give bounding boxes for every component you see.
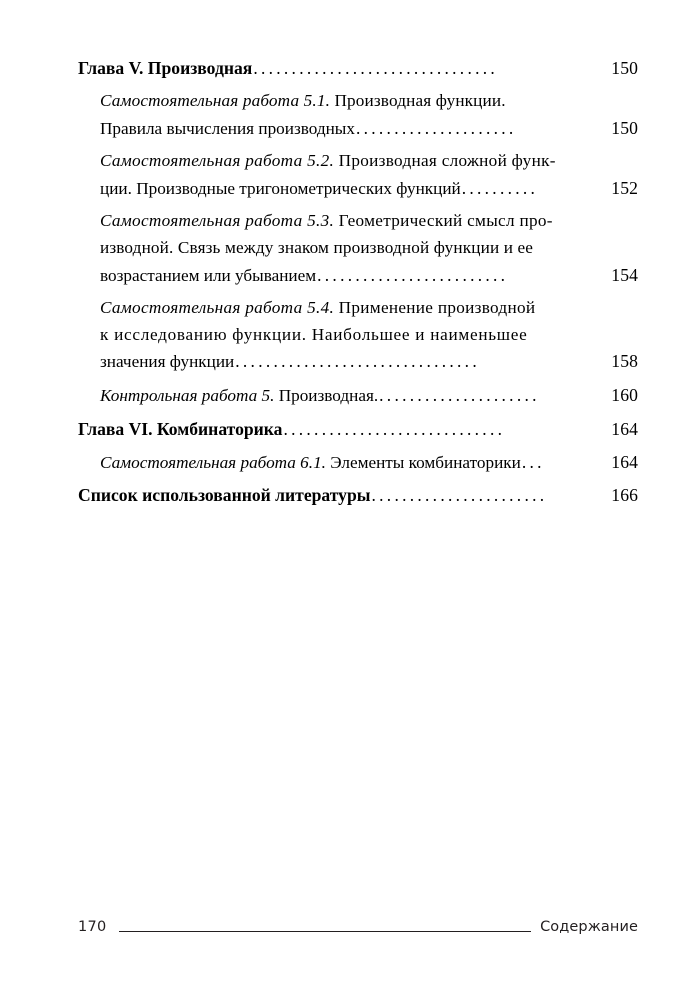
leader-dots: ... — [521, 451, 545, 472]
toc-page-number: 152 — [611, 177, 638, 198]
toc-line — [100, 175, 638, 203]
leader-dots: ................................ — [235, 351, 480, 372]
toc-line — [100, 88, 638, 115]
toc-line — [100, 208, 638, 235]
toc-line — [78, 55, 638, 82]
toc-page-number: 164 — [611, 418, 638, 439]
toc-line — [100, 262, 638, 290]
toc-entry-section[interactable] — [100, 148, 638, 202]
leader-dots: ......................... — [317, 264, 509, 285]
folio-page-number: 170 — [78, 919, 107, 935]
toc-entry-title: Применение производной — [334, 298, 536, 318]
toc-page-number: 164 — [611, 451, 638, 472]
toc-entry-continuation: к исследованию функции. Наибольшее и наименьшее — [100, 324, 528, 344]
leader-dots: ............................. — [283, 418, 506, 439]
toc-entry-label: Самостоятельная работа 5.1. — [100, 91, 331, 110]
toc-entry-label: Самостоятельная работа 5.4. — [100, 298, 335, 318]
toc-entry-section[interactable] — [100, 295, 638, 376]
toc-entry-section[interactable] — [100, 88, 638, 142]
toc-entry-continuation: изводной. Связь между знаком производной функции и ее — [100, 237, 534, 257]
toc-entry-label: Самостоятельная работа 5.3. — [100, 211, 335, 231]
toc-page-number: 160 — [611, 384, 638, 405]
toc-line — [78, 416, 638, 443]
toc-entry-title: Геометрический смысл про- — [334, 211, 553, 231]
toc-line — [100, 449, 638, 477]
toc-page-number: 150 — [611, 58, 638, 78]
toc-line — [78, 482, 638, 509]
toc-entry-label: Контрольная работа 5. — [100, 385, 275, 405]
leader-dots: .......... — [461, 177, 539, 198]
leader-dots: ................................ — [253, 58, 499, 78]
toc-line — [100, 148, 638, 175]
running-head: Содержание — [540, 919, 638, 935]
toc-entry-continuation: Правила вычисления производных — [100, 118, 355, 138]
toc-line — [100, 295, 638, 322]
toc-entry-label: Самостоятельная работа 5.2. — [100, 151, 335, 171]
toc-entry-title: Производная. — [274, 385, 379, 405]
toc-entry-continuation: ции. Производные тригонометрических функций — [100, 178, 461, 198]
toc-entry-continuation: возрастанием или убыванием — [100, 265, 317, 285]
toc-entry-chapter[interactable] — [78, 482, 638, 509]
leader-dots: ..................... — [379, 384, 540, 405]
toc-entry-section[interactable] — [100, 208, 638, 289]
toc-entry-title: Производная сложной функ- — [334, 151, 556, 171]
toc-entry-title: Список использованной литературы — [78, 485, 371, 506]
toc-line — [100, 322, 638, 349]
toc-entry-label: Самостоятельная работа 6.1. — [100, 452, 326, 472]
toc-line — [100, 348, 638, 376]
footer-rule — [119, 931, 532, 932]
leader-dots: ..................... — [355, 117, 517, 138]
toc-entry-title: Глава VI. Комбинаторика — [78, 418, 283, 439]
leader-dots: ....................... — [371, 485, 548, 506]
toc-entry-section[interactable] — [100, 449, 638, 477]
toc-entry-title: Глава V. Производная — [78, 58, 253, 78]
toc-entry-chapter[interactable] — [78, 416, 638, 443]
toc-entry-chapter[interactable] — [78, 55, 638, 82]
toc-page-number: 158 — [611, 351, 638, 372]
table-of-contents — [78, 55, 638, 509]
toc-line — [100, 382, 638, 410]
toc-entry-section[interactable] — [100, 382, 638, 410]
toc-entry-continuation: значения функции — [100, 352, 235, 372]
toc-entry-title: Элементы комбинаторики — [325, 452, 521, 472]
toc-line — [100, 115, 638, 143]
toc-page-number: 154 — [611, 264, 638, 285]
toc-page-number: 166 — [611, 485, 638, 506]
toc-line — [100, 235, 638, 262]
toc-entry-title: Производная функции. — [330, 91, 506, 110]
page-footer — [78, 912, 638, 942]
toc-page-number: 150 — [611, 117, 638, 138]
